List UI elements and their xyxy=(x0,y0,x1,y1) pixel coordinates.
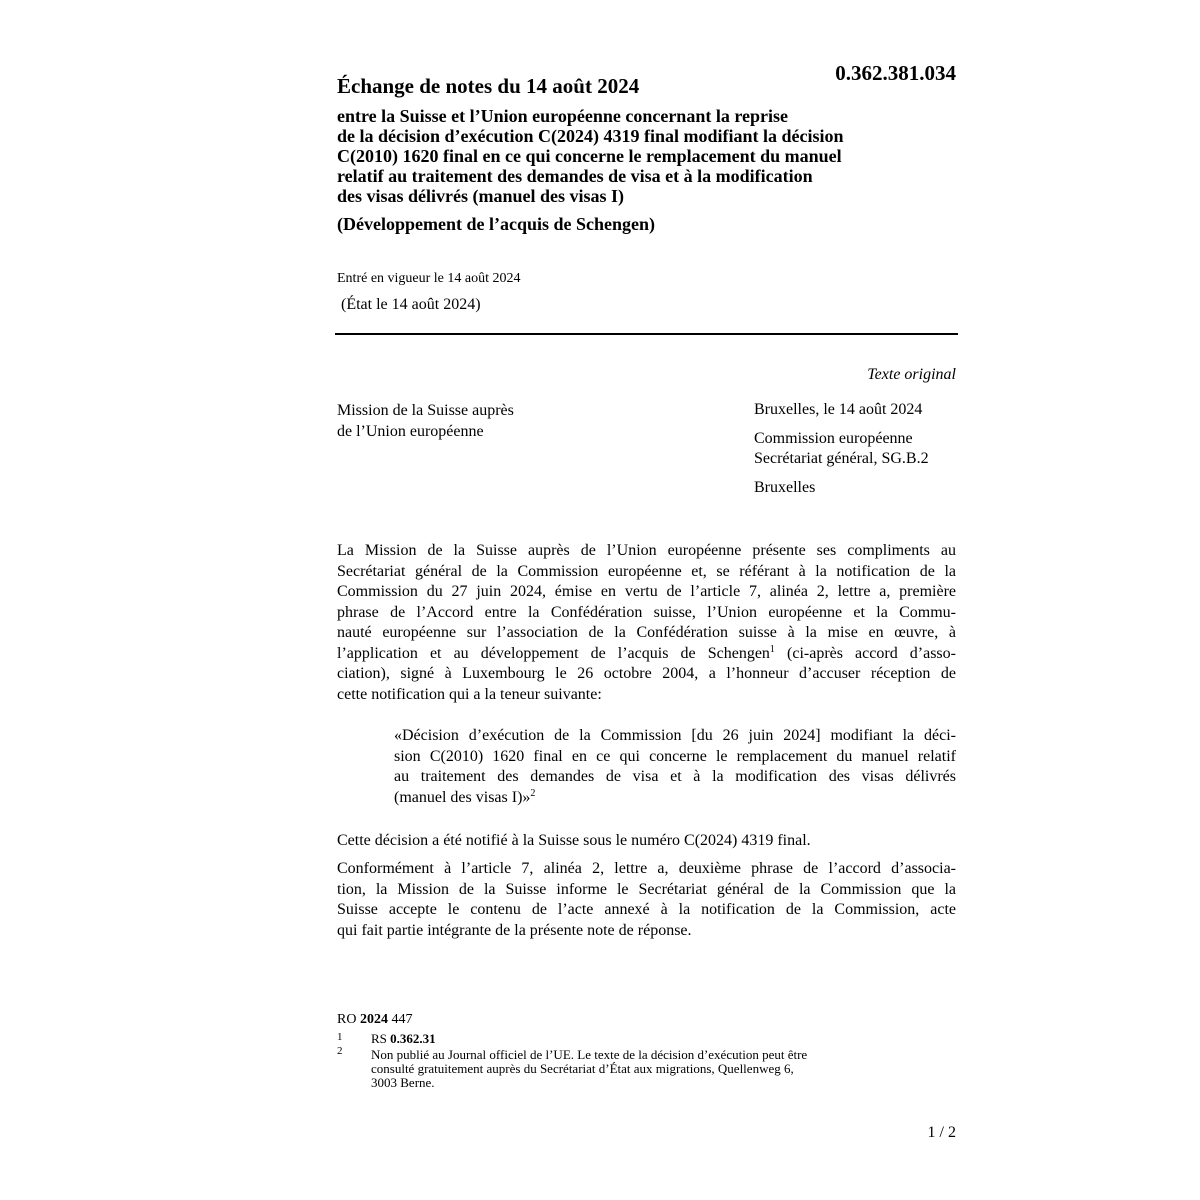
sr-number: 0.362.381.034 xyxy=(835,61,956,85)
paragraph-line: tion, la Mission de la Suisse informe le Secrétariat général de la Commission que la xyxy=(337,880,956,898)
subtitle-line: de la décision d’exécution C(2024) 4319 final modifiant la décision xyxy=(337,126,844,146)
footnote-line: 3003 Berne. xyxy=(371,1075,435,1090)
sender-block xyxy=(337,400,514,442)
recipient-block xyxy=(754,400,929,498)
header-divider xyxy=(335,333,958,335)
footnote-line: Non publié au Journal officiel de l’UE. Le texte de la décision d’exécution peut être xyxy=(371,1047,808,1062)
paragraph-line: phrase de l’Accord entre la Confédération suisse, l’Union européenne et la Commu- xyxy=(337,603,956,621)
footnote-ref-1[interactable]: 1 xyxy=(769,643,775,655)
footnote-ref-2[interactable]: 2 xyxy=(530,787,536,799)
footnote-2 xyxy=(371,1048,807,1090)
paragraph-line-with-footnote xyxy=(337,644,956,665)
paragraph-line: qui fait partie intégrante de la présente note de réponse. xyxy=(337,921,692,939)
recipient-line: Secrétariat général, SG.B.2 xyxy=(754,450,929,467)
subtitle-line: relatif au traitement des demandes de visa et à la modification xyxy=(337,166,813,186)
quote-line-with-footnote xyxy=(394,788,956,809)
footnote-line: consulté gratuitement auprès du Secrétariat d’État aux migrations, Quellenweg 6, xyxy=(371,1061,794,1076)
sender-line: Mission de la Suisse auprès xyxy=(337,402,514,419)
body-paragraph-3 xyxy=(337,831,956,852)
body-paragraph-1 xyxy=(337,541,956,705)
recipient-line: Commission européenne xyxy=(754,430,913,447)
paragraph-line: Commission du 27 juin 2024, émise en vertu de l’article 7, alinéa 2, lettre a, première xyxy=(337,583,956,600)
footnote-2-number: 2 xyxy=(337,1045,343,1057)
document-subtitle xyxy=(337,106,927,206)
quote-line: sion C(2010) 1620 final en ce qui concerne le remplacement du manuel relatif xyxy=(394,747,956,765)
recipient-city: Bruxelles xyxy=(754,479,816,496)
texte-original-label: Texte original xyxy=(867,366,956,383)
footnote-1-prefix: RS xyxy=(371,1031,387,1046)
quote-line: au traitement des demandes de visa et à la modification des visas délivrés xyxy=(394,768,956,785)
paragraph-line: cette notification qui a la teneur suivante: xyxy=(337,685,602,703)
paragraph-line: nauté européenne sur l’association de la Confédération suisse à la mise en œuvre, à xyxy=(337,624,956,641)
subtitle-line: C(2010) 1620 final en ce qui concerne le remplacement du manuel xyxy=(337,146,842,166)
ro-year: 2024 xyxy=(359,1012,388,1027)
in-force-date: Entré en vigueur le 14 août 2024 xyxy=(337,271,521,286)
paragraph-line: Conformément à l’article 7, alinéa 2, lettre a, deuxième phrase de l’accord d’associa- xyxy=(337,860,956,877)
page-number: 1 / 2 xyxy=(927,1124,956,1141)
paragraph-text: (ci-après accord d’asso- xyxy=(774,644,956,662)
subtitle-line: des visas délivrés (manuel des visas I) xyxy=(337,186,625,206)
ro-prefix: RO xyxy=(337,1012,357,1027)
ro-reference xyxy=(337,1011,412,1029)
ro-page: 447 xyxy=(391,1012,413,1027)
paragraph-line: Suisse accepte le contenu de l’acte annexé à la notification de la Commission, acte xyxy=(337,901,956,918)
place-date: Bruxelles, le 14 août 2024 xyxy=(754,401,923,418)
paragraph-text: l’application et au développement de l’acquis de Schengen xyxy=(337,644,770,662)
body-paragraph-4 xyxy=(337,859,956,941)
status-date: (État le 14 août 2024) xyxy=(341,296,481,313)
sender-line: de l’Union européenne xyxy=(337,423,484,440)
quoted-decision xyxy=(394,726,956,808)
paragraph-line: Secrétariat général de la Commission européenne et, se référant à la notification de la xyxy=(337,562,956,580)
footnote-1 xyxy=(371,1032,436,1046)
quote-line: «Décision d’exécution de la Commission [du 26 juin 2024] modifiant la déci- xyxy=(394,727,956,744)
schengen-note: (Développement de l’acquis de Schengen) xyxy=(337,214,655,234)
document-title: Échange de notes du 14 août 2024 xyxy=(337,74,640,98)
paragraph-line: ciation), signé à Luxembourg le 26 octobre 2004, a l’honneur d’accuser réception de xyxy=(337,665,956,682)
quote-text: (manuel des visas I)» xyxy=(394,788,531,806)
subtitle-line: entre la Suisse et l’Union européenne concernant la reprise xyxy=(337,106,788,126)
paragraph-line: Cette décision a été notifié à la Suisse sous le numéro C(2024) 4319 final. xyxy=(337,832,811,849)
footnote-1-ref[interactable]: 0.362.31 xyxy=(390,1031,436,1046)
paragraph-line: La Mission de la Suisse auprès de l’Union européenne présente ses compliments au xyxy=(337,542,956,559)
footnote-1-number: 1 xyxy=(337,1031,343,1043)
